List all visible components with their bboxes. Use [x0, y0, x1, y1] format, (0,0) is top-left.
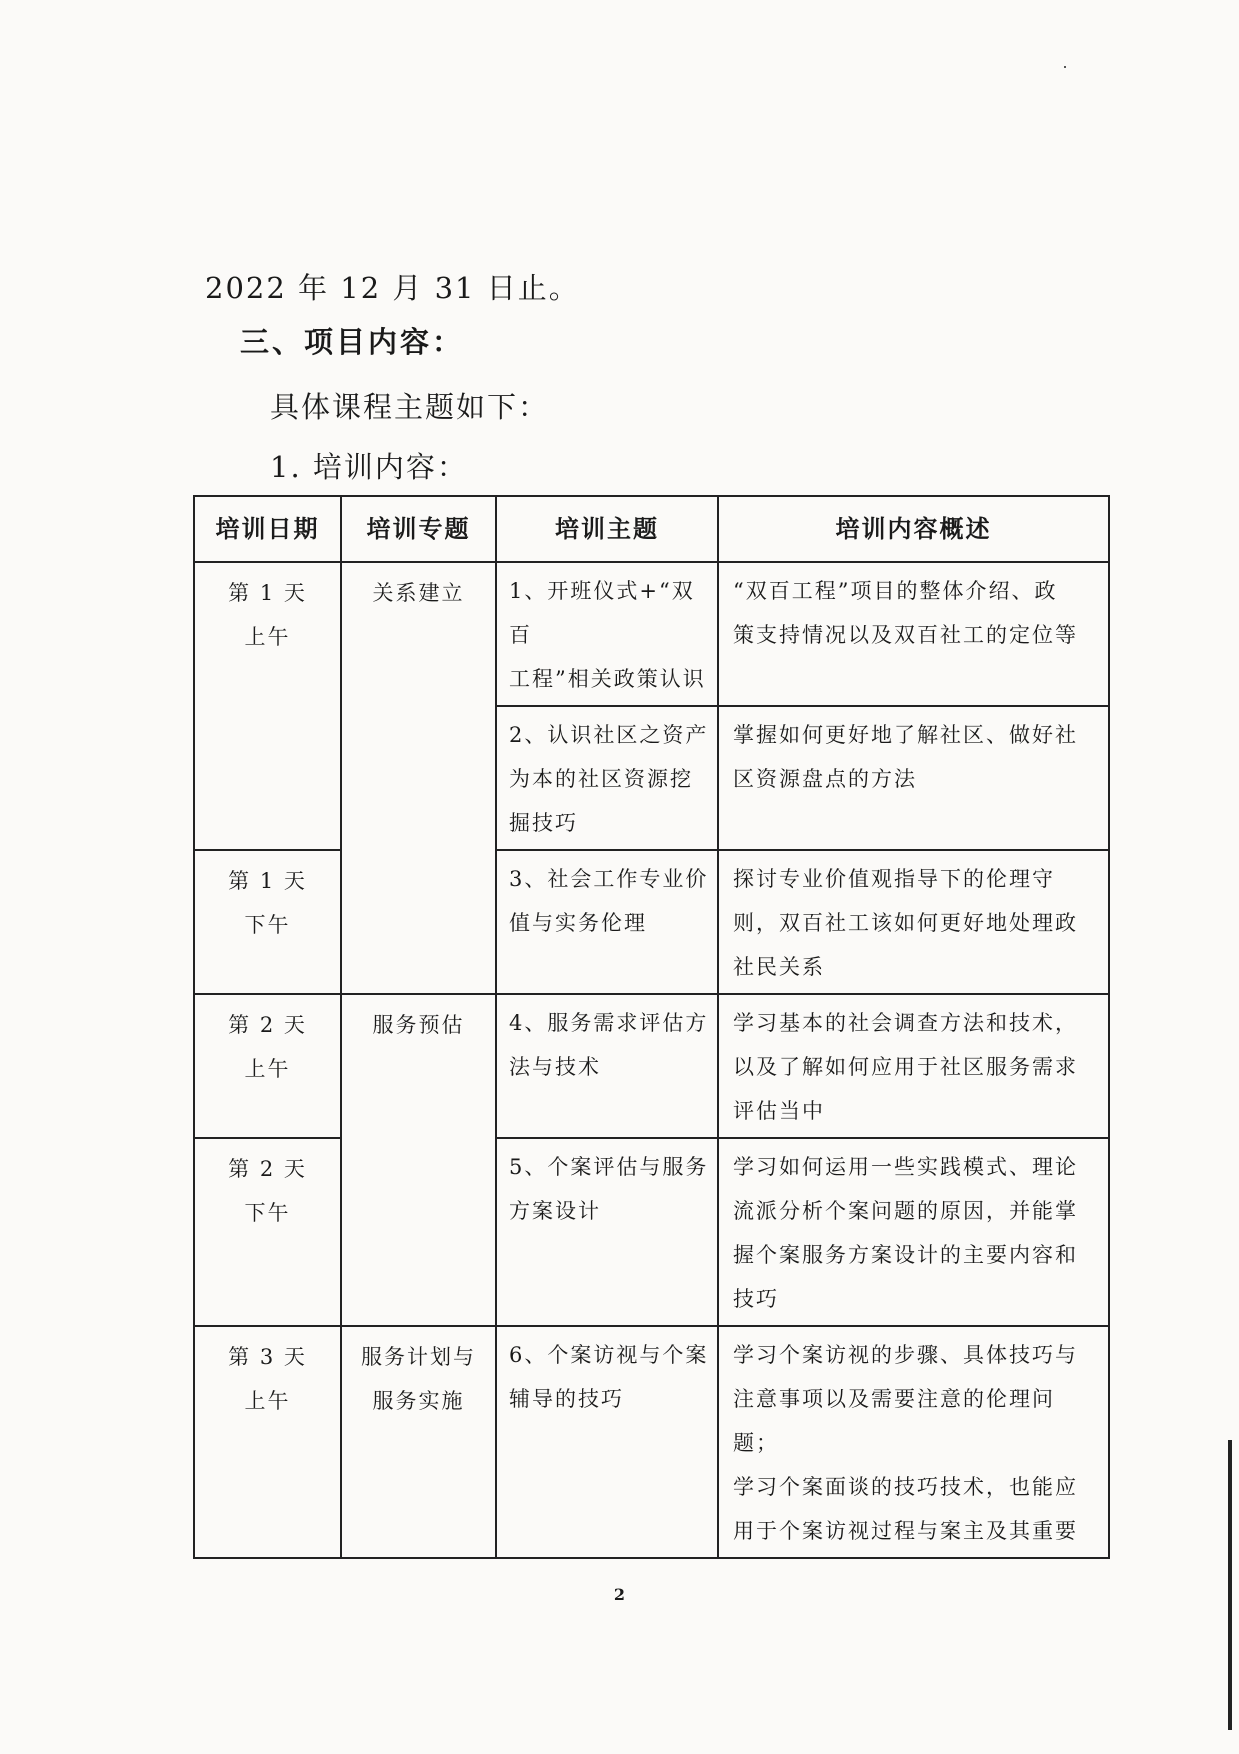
scan-edge-line — [1228, 1440, 1232, 1730]
section-heading-project-content: 三、项目内容： — [240, 325, 465, 359]
cell-theme — [496, 706, 718, 850]
topic-line: 服务实施 — [372, 1389, 465, 1413]
table-row — [194, 994, 1109, 1138]
cell-theme — [496, 562, 718, 706]
desc-line: 题； — [733, 1431, 779, 1455]
theme-line: 方案设计 — [509, 1199, 601, 1223]
desc-line: 探讨专业价值观指导下的伦理守 — [733, 867, 1055, 891]
header-training-theme: 培训主题 — [496, 496, 718, 562]
theme-line: 辅导的技巧 — [509, 1387, 624, 1411]
date-period: 上午 — [244, 1389, 291, 1413]
theme-line: 6、个案访视与个案 — [509, 1343, 709, 1367]
cell-description — [718, 850, 1109, 994]
theme-line: 掘技巧 — [509, 811, 578, 835]
desc-line: 注意事项以及需要注意的伦理问 — [733, 1387, 1055, 1411]
desc-line: 则，双百社工该如何更好地处理政 — [733, 911, 1078, 935]
cell-description — [718, 994, 1109, 1138]
date-period: 上午 — [244, 625, 291, 649]
topic-line: 服务计划与 — [361, 1345, 476, 1369]
date-day: 第 3 天 — [228, 1345, 307, 1369]
theme-line: 2、认识社区之资产 — [509, 723, 709, 747]
cell-description — [718, 1326, 1109, 1558]
desc-line: 策支持情况以及双百社工的定位等 — [733, 623, 1078, 647]
table-row — [194, 850, 1109, 994]
desc-line: 学习如何运用一些实践模式、理论 — [733, 1155, 1078, 1179]
desc-line: 流派分析个案问题的原因，并能掌 — [733, 1199, 1078, 1223]
cell-topic — [341, 1326, 496, 1558]
scan-speck — [1064, 66, 1066, 68]
table-header-row — [194, 496, 1109, 562]
desc-line: 握个案服务方案设计的主要内容和 — [733, 1243, 1078, 1267]
desc-line: 学习个案访视的步骤、具体技巧与 — [733, 1343, 1078, 1367]
cell-description — [718, 706, 1109, 850]
cell-date — [194, 1138, 341, 1326]
theme-line: 5、个案评估与服务 — [509, 1155, 709, 1179]
cell-description — [718, 562, 1109, 706]
desc-line: 掌握如何更好地了解社区、做好社 — [733, 723, 1078, 747]
date-day: 第 1 天 — [228, 581, 307, 605]
header-content-overview: 培训内容概述 — [718, 496, 1109, 562]
theme-line: 法与技术 — [509, 1055, 601, 1079]
desc-line: 用于个案访视过程与案主及其重要 — [733, 1519, 1078, 1543]
cell-theme — [496, 994, 718, 1138]
text-line-period-end: 2022 年 12 月 31 日止。 — [205, 271, 580, 305]
cell-description — [718, 1138, 1109, 1326]
desc-line: 区资源盘点的方法 — [733, 767, 917, 791]
theme-line: 1、开班仪式+“双百 — [509, 579, 695, 647]
cell-theme — [496, 1326, 718, 1558]
theme-line: 为本的社区资源挖 — [509, 767, 693, 791]
date-day: 第 1 天 — [228, 869, 307, 893]
desc-line: 学习个案面谈的技巧技术，也能应 — [733, 1475, 1078, 1499]
date-period: 下午 — [244, 1201, 291, 1225]
cell-topic: 服务预估 — [341, 994, 496, 1326]
theme-line: 4、服务需求评估方 — [509, 1011, 709, 1035]
date-period: 上午 — [244, 1057, 291, 1081]
subheading-training-content: 1. 培训内容： — [270, 450, 468, 484]
desc-line: “双百工程”项目的整体介绍、政 — [733, 579, 1058, 603]
cell-date — [194, 850, 341, 994]
header-training-date: 培训日期 — [194, 496, 341, 562]
desc-line: 以及了解如何应用于社区服务需求 — [733, 1055, 1078, 1079]
theme-line: 工程”相关政策认识 — [509, 667, 706, 691]
header-training-topic: 培训专题 — [341, 496, 496, 562]
cell-date — [194, 994, 341, 1138]
date-period: 下午 — [244, 913, 291, 937]
theme-line: 3、社会工作专业价 — [509, 867, 709, 891]
training-schedule-table — [193, 495, 1110, 1559]
cell-date — [194, 1326, 341, 1558]
desc-line: 社民关系 — [733, 955, 825, 979]
cell-topic: 关系建立 — [341, 562, 496, 994]
date-day: 第 2 天 — [228, 1013, 307, 1037]
text-line-course-topics: 具体课程主题如下： — [270, 390, 550, 424]
theme-line: 值与实务伦理 — [509, 911, 647, 935]
table-row — [194, 1326, 1109, 1558]
date-day: 第 2 天 — [228, 1157, 307, 1181]
desc-line: 学习基本的社会调查方法和技术， — [733, 1011, 1078, 1035]
desc-line: 评估当中 — [733, 1099, 825, 1123]
page-number: 2 — [613, 1585, 626, 1604]
desc-line: 技巧 — [733, 1287, 779, 1311]
cell-date — [194, 562, 341, 850]
cell-theme — [496, 1138, 718, 1326]
table-row — [194, 1138, 1109, 1326]
cell-theme — [496, 850, 718, 994]
table-row — [194, 562, 1109, 706]
